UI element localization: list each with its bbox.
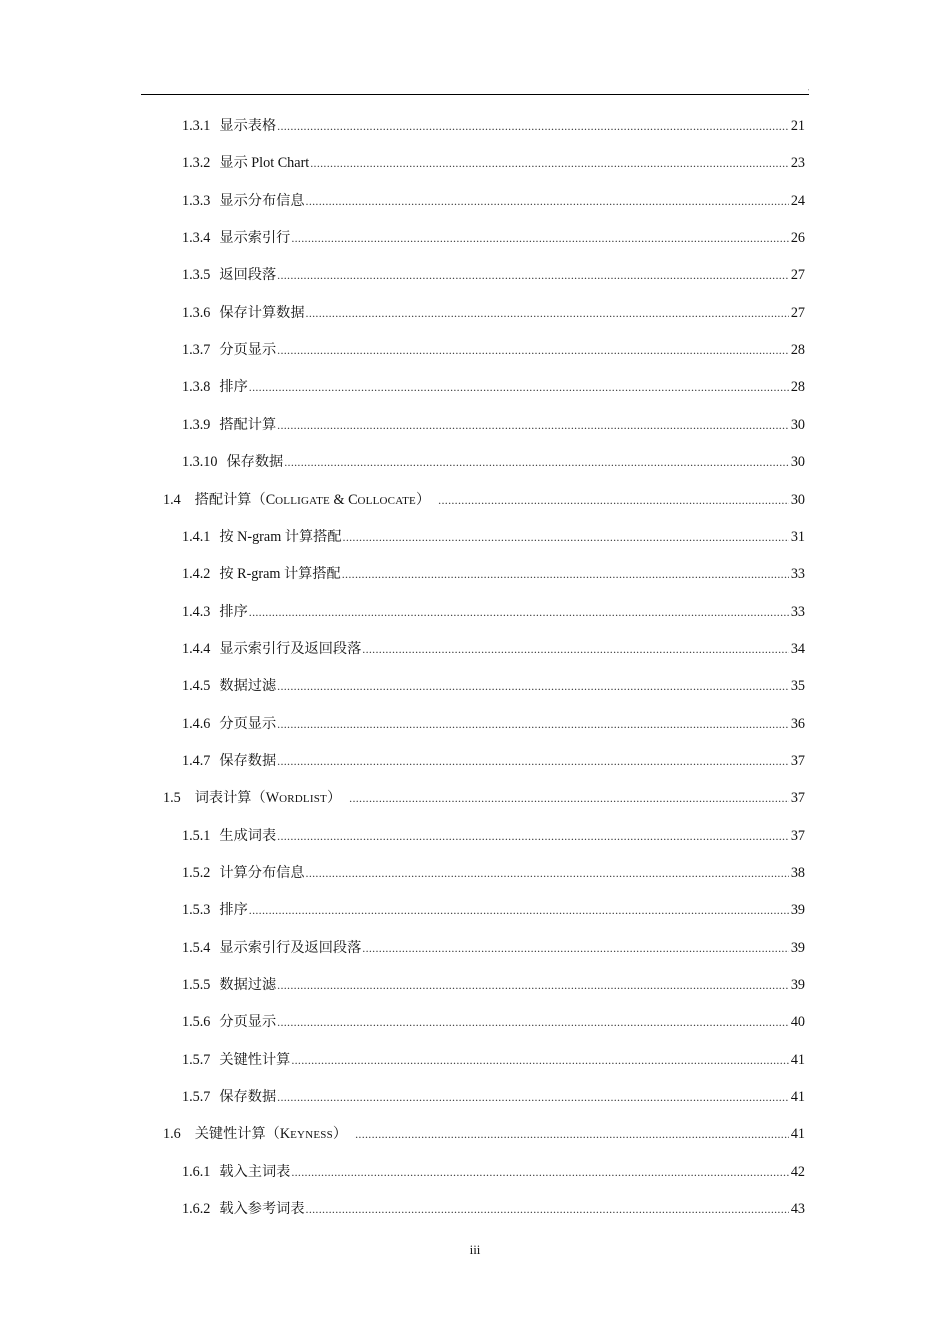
toc-title-part: 搭配计算（: [194, 491, 266, 508]
toc-subsection-entry[interactable]: [182, 676, 805, 696]
toc-subsection-entry[interactable]: [182, 265, 805, 285]
toc-entry-number: 1.4.7: [182, 752, 211, 769]
page-number: iii: [469, 1242, 481, 1257]
toc-title-part: ）: [415, 491, 431, 508]
toc-entry-title: 显示分布信息: [219, 192, 305, 209]
toc-dot-leader: [277, 676, 789, 696]
toc-page-number: 35: [790, 678, 805, 695]
toc-dot-leader: [355, 1124, 789, 1144]
toc-subsection-entry[interactable]: [182, 1162, 805, 1182]
toc-entry-number: 1.5.2: [182, 865, 211, 881]
toc-entry-number: 1.3.10: [182, 454, 218, 471]
toc-entry-number: 1.6.1: [182, 1163, 211, 1180]
toc-entry-title: 按 N-gram 计算搭配: [219, 528, 342, 545]
toc-entry-number: 1.4.1: [182, 528, 211, 545]
toc-subsection-entry[interactable]: [182, 863, 805, 883]
toc-title-part: OLLIGATE: [275, 494, 330, 507]
toc-page-number: 39: [790, 977, 805, 994]
toc-entry-number: 1.4.4: [182, 640, 211, 657]
toc-entry-title: 返回段落: [219, 267, 277, 284]
toc-entry-title: 显示索引行及返回段落: [219, 939, 362, 956]
toc-entry-title: 保存数据: [219, 752, 277, 769]
toc-entry-number: 1.6: [163, 1126, 181, 1143]
toc-page-number: 36: [790, 715, 805, 732]
toc-subsection-entry[interactable]: [182, 1087, 805, 1107]
toc-dot-leader: [343, 527, 789, 547]
toc-dot-leader: [291, 1162, 788, 1182]
toc-page-number: 37: [790, 790, 805, 807]
toc-page-number: 39: [790, 939, 805, 956]
toc-entry-title: [195, 1124, 347, 1145]
toc-entry-title: [195, 788, 341, 809]
toc-dot-leader: [438, 490, 789, 510]
toc-title-part: K: [279, 1126, 291, 1143]
toc-page-number: 28: [790, 342, 805, 359]
toc-page-number: 33: [790, 603, 805, 620]
toc-entry-number: 1.6.2: [182, 1201, 211, 1218]
toc-entry-title: 排序: [219, 603, 248, 620]
toc-subsection-entry[interactable]: [182, 602, 805, 622]
toc-entry-number: 1.5: [163, 790, 181, 807]
toc-entry-title: 分页显示: [219, 715, 277, 732]
toc-section-entry[interactable]: [163, 788, 805, 808]
toc-subsection-entry[interactable]: [182, 191, 805, 211]
toc-dot-leader: [277, 415, 789, 435]
toc-page-number: 40: [790, 1014, 805, 1031]
header-mark: ': [808, 89, 810, 95]
toc-title-part: &: [329, 491, 349, 508]
toc-subsection-entry[interactable]: [182, 900, 805, 920]
toc-entry-number: 1.5.7: [182, 1089, 211, 1106]
toc-dot-leader: [342, 564, 789, 584]
toc-entry-title: 排序: [219, 902, 248, 919]
toc-entry-title: 关键性计算: [219, 1051, 291, 1068]
toc-entry-title: 分页显示: [219, 1014, 277, 1031]
toc-entry-number: 1.5.6: [182, 1014, 211, 1031]
toc-dot-leader: [249, 377, 789, 397]
toc-page-number: 37: [790, 752, 805, 769]
toc-entry-title: 保存数据: [219, 1089, 277, 1106]
toc-entry-number: 1.4: [163, 491, 181, 508]
toc-subsection-entry[interactable]: [182, 303, 805, 323]
toc-entry-number: 1.5.4: [182, 939, 211, 956]
toc-entry-title: 载入参考词表: [219, 1201, 305, 1218]
toc-page-number: 26: [790, 230, 805, 247]
toc-entry-number: 1.5.5: [182, 977, 211, 994]
toc-dot-leader: [277, 265, 789, 285]
toc-page-number: 43: [790, 1201, 805, 1218]
toc-entry-title: 按 R-gram 计算搭配: [219, 566, 341, 583]
toc-dot-leader: [277, 340, 789, 360]
toc-dot-leader: [277, 714, 789, 734]
toc-section-entry[interactable]: [163, 1124, 805, 1144]
toc-subsection-entry[interactable]: [182, 714, 805, 734]
toc-entry-number: 1.3.2: [182, 155, 211, 172]
toc-subsection-entry[interactable]: [182, 116, 805, 136]
toc-subsection-entry[interactable]: [182, 1012, 805, 1032]
toc-dot-leader: [349, 788, 789, 808]
toc-dot-leader: [310, 153, 789, 173]
toc-title-part: ）: [332, 1126, 348, 1143]
header-rule: [141, 94, 809, 95]
toc-entry-title: 分页显示: [219, 342, 277, 359]
toc-entry-number: 1.3.9: [182, 416, 211, 433]
toc-subsection-entry[interactable]: [182, 377, 805, 397]
toc-page-number: 33: [790, 566, 805, 583]
toc-title-part: ）: [326, 790, 342, 807]
toc-subsection-entry[interactable]: [182, 564, 805, 584]
toc-title-part: ORDLIST: [279, 793, 327, 806]
toc-dot-leader: [362, 938, 789, 958]
toc-page-number: 28: [790, 379, 805, 396]
toc-entry-number: 1.3.8: [182, 379, 211, 396]
toc-dot-leader: [291, 1050, 788, 1070]
toc-entry-title: [195, 490, 430, 511]
toc-entry-number: 1.4.5: [182, 678, 211, 695]
toc-title-part: W: [265, 790, 280, 807]
toc-entry-number: 1.4.6: [182, 715, 211, 732]
toc-entry-title: 显示表格: [219, 118, 277, 134]
toc-page-number: 31: [790, 528, 805, 545]
toc-entry-title: 显示索引行: [219, 230, 291, 247]
toc-entry-number: 1.3.4: [182, 230, 211, 247]
toc-page-number: 21: [790, 118, 805, 134]
toc-dot-leader: [291, 228, 788, 248]
toc-title-part: 关键性计算（: [194, 1126, 280, 1143]
toc-entry-title: 保存数据: [226, 454, 284, 471]
toc-subsection-entry[interactable]: [182, 975, 805, 995]
toc-dot-leader: [306, 191, 789, 211]
toc-subsection-entry[interactable]: [182, 415, 805, 435]
toc-page-number: 41: [790, 1089, 805, 1106]
toc-page-number: 34: [790, 640, 805, 657]
toc-subsection-entry[interactable]: [182, 452, 805, 472]
toc-section-entry[interactable]: [163, 490, 805, 510]
toc-dot-leader: [277, 826, 789, 846]
toc-dot-leader: [277, 751, 789, 771]
toc-subsection-entry[interactable]: [182, 1199, 805, 1219]
toc-subsection-entry[interactable]: [182, 1050, 805, 1070]
toc-entry-number: 1.4.2: [182, 566, 211, 583]
toc-page-number: 41: [790, 1051, 805, 1068]
toc-entry-number: 1.5.3: [182, 902, 211, 919]
toc-entry-number: 1.5.1: [182, 827, 211, 844]
toc-entry-number: 1.3.3: [182, 192, 211, 209]
toc-subsection-entry[interactable]: [182, 228, 805, 248]
toc-page-number: 39: [790, 902, 805, 919]
toc-page-number: 23: [790, 155, 805, 172]
toc-entry-number: 1.3.5: [182, 267, 211, 284]
toc-entry-title: 数据过滤: [219, 977, 277, 994]
toc-entry-number: 1.3.7: [182, 342, 211, 359]
toc-page-number: 38: [790, 865, 805, 881]
toc-dot-leader: [362, 639, 789, 659]
toc-entry-title: 计算分布信息: [219, 865, 305, 881]
toc-page-number: 27: [790, 267, 805, 284]
toc-entry-number: 1.5.7: [182, 1051, 211, 1068]
toc-dot-leader: [277, 1012, 789, 1032]
toc-entry-number: 1.3.6: [182, 304, 211, 321]
toc-entry-title: 保存计算数据: [219, 304, 305, 321]
toc-dot-leader: [277, 975, 789, 995]
toc-subsection-entry[interactable]: [182, 527, 805, 547]
toc-page-number: 42: [790, 1163, 805, 1180]
toc-page-number: 24: [790, 192, 805, 209]
toc-subsection-entry[interactable]: [182, 153, 805, 173]
toc-subsection-entry[interactable]: [182, 751, 805, 771]
toc-page-number: 30: [790, 491, 805, 508]
toc-entry-title: 显示索引行及返回段落: [219, 640, 362, 657]
toc-dot-leader: [306, 863, 789, 883]
toc-entry-title: 数据过滤: [219, 678, 277, 695]
toc-title-part: C: [265, 491, 276, 508]
toc-title-part: 词表计算（: [194, 790, 266, 807]
toc-entry-title: 显示 Plot Chart: [219, 155, 310, 172]
toc-entry-number: 1.4.3: [182, 603, 211, 620]
toc-subsection-entry[interactable]: [182, 639, 805, 659]
toc-page-number: 37: [790, 827, 805, 844]
toc-dot-leader: [249, 602, 789, 622]
toc-title-part: C: [348, 491, 358, 508]
toc-subsection-entry[interactable]: [182, 826, 805, 846]
toc-page-number: 30: [790, 416, 805, 433]
toc-dot-leader: [277, 116, 789, 136]
toc-entry-title: 载入主词表: [219, 1163, 291, 1180]
toc-dot-leader: [306, 303, 789, 323]
toc-dot-leader: [306, 1199, 789, 1219]
toc-title-part: OLLOCATE: [357, 494, 416, 507]
toc-page-number: 41: [790, 1126, 805, 1143]
toc-entry-title: 排序: [219, 379, 248, 396]
toc-subsection-entry[interactable]: [182, 938, 805, 958]
toc-dot-leader: [277, 1087, 789, 1107]
toc-dot-leader: [284, 452, 789, 472]
toc-title-part: EYNESS: [290, 1129, 333, 1142]
toc-subsection-entry[interactable]: [182, 340, 805, 360]
toc-dot-leader: [249, 900, 789, 920]
toc-entry-title: 搭配计算: [219, 416, 277, 433]
toc-page-number: 27: [790, 304, 805, 321]
toc-page-number: 30: [790, 454, 805, 471]
toc-entry-number: 1.3.1: [182, 118, 211, 134]
toc-entry-title: 生成词表: [219, 827, 277, 844]
